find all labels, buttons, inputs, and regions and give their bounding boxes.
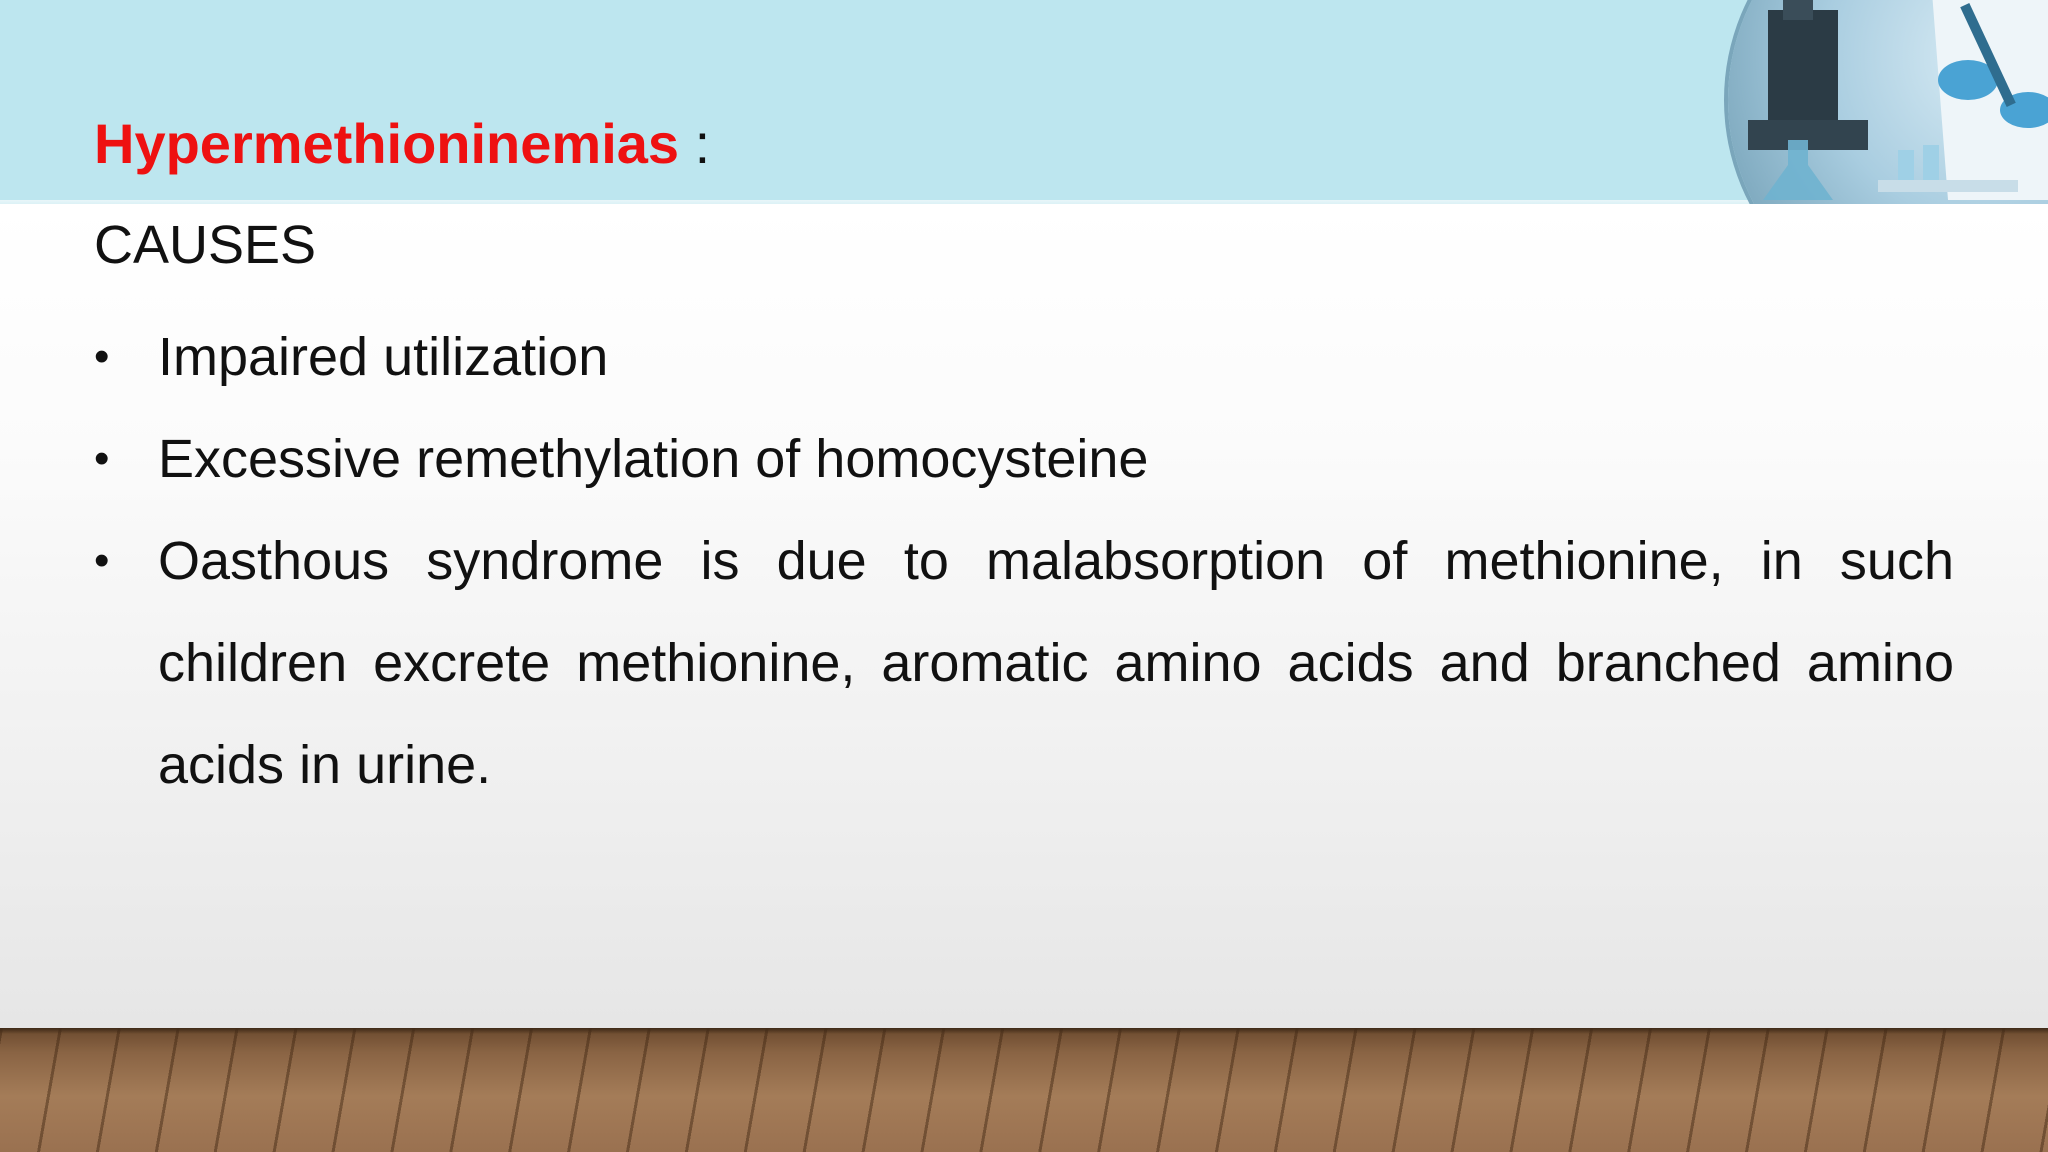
bullet-item <box>94 510 1954 816</box>
lab-photo-illustration <box>1728 0 2048 204</box>
lab-photo-frame <box>1700 0 2048 204</box>
slide-title <box>94 112 710 176</box>
bullet-item <box>94 408 1954 510</box>
bullet-list <box>94 306 1954 816</box>
bullet-text: Impaired utilization <box>158 327 609 387</box>
bullet-icon: • <box>94 434 110 483</box>
section-heading: CAUSES <box>94 215 317 275</box>
bullet-text: Excessive remethylation of homocysteine <box>158 429 1149 489</box>
bullet-icon: • <box>94 332 110 381</box>
bullet-item <box>94 306 1954 408</box>
title-colon: : <box>679 112 711 175</box>
bullet-icon: • <box>94 536 110 585</box>
title-text: Hypermethioninemias <box>94 112 680 175</box>
bullet-text: Oasthous syndrome is due to malabsorption of methionine, in such children excrete methionine, aromatic amino acids and branched amino acids in urine. <box>158 531 1954 795</box>
laboratory-scientist-photo <box>1728 0 2048 204</box>
wooden-floor <box>0 1028 2048 1152</box>
